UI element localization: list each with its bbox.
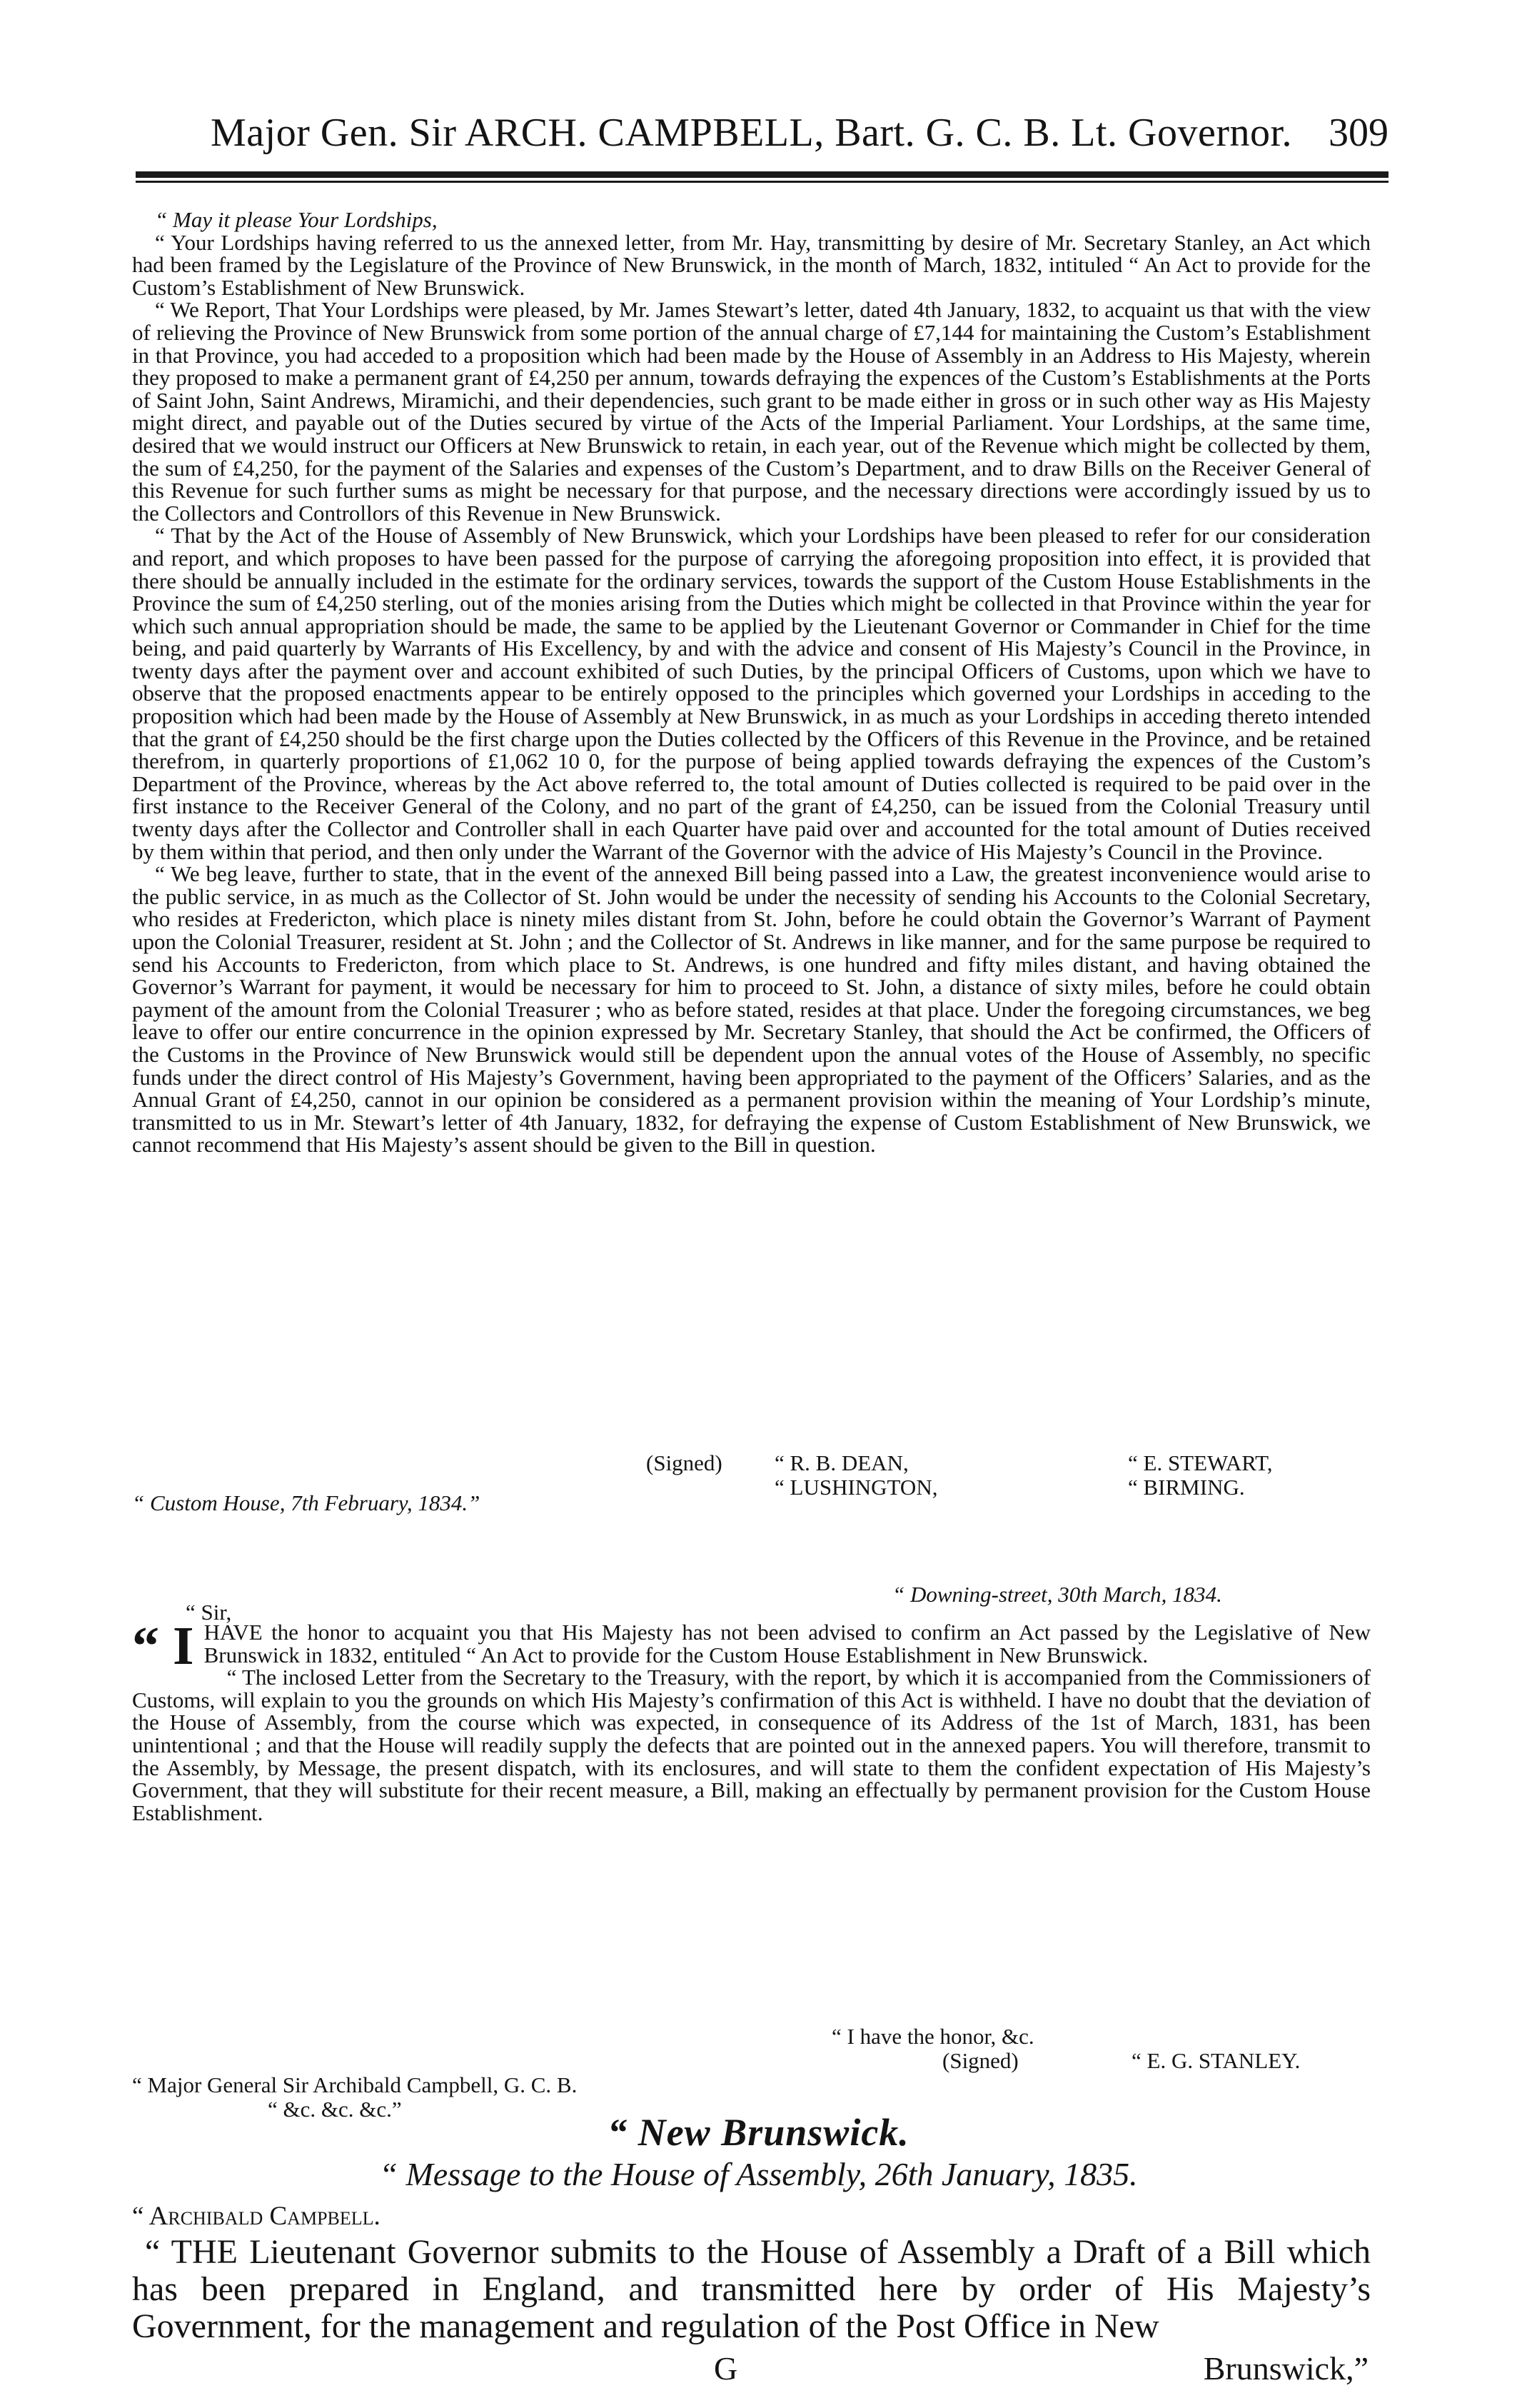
letter-paragraph xyxy=(132,1616,1371,1676)
report-paragraph: “ We Report, That Your Lordships were pleased, by Mr. James Stewart’s letter, dated 4th January, 1832, to acquaint us that with the view of relieving the Province of New Brunswick from some portion of the annual charge of £7,144 for maintaining the Custom’s Establishment in that Province, you had acceded to a proposition which had been made by the House of Assembly in an Address to His Majesty, wherein they proposed to make a permanent grant of £4,250 per annum, towards defraying the expences of the Custom’s Establishments at the Ports of Saint John, Saint Andrews, Miramichi, and their dependencies, such grant to be made either in gross or in such other way as His Majesty might direct, and payable out of the Duties secured by virtue of the Acts of the Imperial Parliament. Your Lordships, at the same time, desired that we would instruct our Officers at New Brunswick to retain, in each year, out of the Revenue which might be collected by them, the sum of £4,250, for the payment of the Salaries and expenses of the Custom’s Department, and to draw Bills on the Receiver General of this Revenue for such further sums as might be necessary for that purpose, and the necessary directions were accordingly issued by us to the Collectors and Controllors of this Revenue in New Brunswick. xyxy=(132,297,1371,526)
signed-label: (Signed) xyxy=(646,1450,722,1475)
message-title: “ Message to the House of Assembly, 26th January, 1835. xyxy=(379,2156,1138,2192)
letter-date: “ Downing-street, 30th March, 1834. xyxy=(892,1582,1222,1607)
printer-signature-mark: G xyxy=(714,2350,738,2387)
signed-label: (Signed) xyxy=(942,2048,1019,2073)
drop-cap: “ I xyxy=(132,1616,194,1676)
signatories-left xyxy=(775,1451,937,1500)
report-paragraph: “ That by the Act of the House of Assembly of New Brunswick, which your Lordships have been pleased to refer for our consideration and report, and which proposes to have been passed for the purpose of carrying the aforegoing proposition into effect, it is provided that there should be annually included in the estimate for the ordinary services, towards the support of the Custom House Establishments in the Province the sum of £4,250 sterling, out of the monies arising from the Duties which might be collected in that Province within the year for which such annual appropriation should be made, the same to be applied by the Lieutenant Governor or Commander in Chief for the time being, and paid quarterly by Warrants of His Excellency, by and with the advice and consent of His Majesty’s Council in the Province, in twenty days after the payment over and account exhibited of such Duties, by the principal Officers of Customs, upon which we have to observe that the proposed enactments appear to be entirely opposed to the principles which governed your Lordships in acceding to the proposition which had been made by the House of Assembly at New Brunswick, in as much as your Lordships in acceding thereto intended that the grant of £4,250 should be the first charge upon the Duties collected by the Officers of this Revenue in the Province, and be retained therefrom, in quarterly proportions of £1,062 10 0, for the purpose of being applied towards defraying the expences of the Custom’s Department of the Province, whereas by the Act above referred to, the total amount of Duties collected is required to be paid over in the first instance to the Receiver General of the Colony, and no part of the grant of £4,250, can be issued from the Colonial Treasury until twenty days after the Collector and Controller shall in each Quarter have paid over and accounted for the total amount of Duties received by them within that period, and then only under the Warrant of the Governor with the advice of His Majesty’s Council in the Province. xyxy=(132,523,1371,864)
letter-signature xyxy=(132,2024,1371,2122)
signatory: “ LUSHINGTON, xyxy=(775,1475,938,1500)
running-title: Major Gen. Sir ARCH. CAMPBELL, Bart. G. C. B. Lt. Governor. xyxy=(211,111,1293,155)
message-attribution: “ Archibald Campbell. xyxy=(132,2202,380,2231)
report-signatures xyxy=(132,1451,1371,1530)
message-body xyxy=(132,2234,1371,2345)
report-place-date: “ Custom House, 7th February, 1834.” xyxy=(132,1490,480,1515)
customs-report xyxy=(132,209,1371,1156)
signatory: “ BIRMING. xyxy=(1128,1475,1245,1500)
section-heading: “ New Brunswick. xyxy=(608,2111,909,2154)
signatory: “ R. B. DEAN, xyxy=(775,1450,909,1475)
letter-signatory: “ E. G. STANLEY. xyxy=(1132,2048,1301,2073)
page-number: 309 xyxy=(1329,111,1389,155)
letter-paragraph: “ The inclosed Letter from the Secretary to the Treasury, with the report, by which it is accompanied from the Commissioners of Customs, will explain to you the grounds on which His Majesty’s confirmation of this Act is withheld. I have no doubt that the deviation of the House of Assembly, from the course which was expected, in consequence of its Address of the 1st of March, 1831, has been unintentional ; and that the House will readily supply the defects that are pointed out in the annexed papers. You will therefore, transmit to the Assembly, by Message, the present dispatch, with its enclosures, and will state to them the confident expectation of His Majesty’s Government, that they will substitute for their recent measure, a Bill, making an effectually by permanent provision for the Custom House Establishment. xyxy=(132,1665,1371,1825)
report-paragraph: “ We beg leave, further to state, that in the event of the annexed Bill being passed into a Law, the greatest inconvenience would arise to the public service, in as much as the Collector of St. John would be under the necessity of sending his Accounts to the Colonial Secretary, who resides at Fredericton, which place is ninety miles distant from St. John, before he could obtain the Governor’s Warrant of Payment upon the Colonial Treasurer, resident at St. John ; and the Collector of St. Andrews in like manner, and for the same purpose be required to send his Accounts to Fredericton, from which place to St. Andrews, is one hundred and fifty miles distant, and having obtained the Governor’s Warrant for payment, it would be necessary for him to proceed to St. John, a distance of sixty miles, before he could obtain payment of the amount from the Colonial Treasurer ; who as before stated, resides at that place. Under the foregoing circumstances, we beg leave to offer our entire concurrence in the opinion expressed by Mr. Secretary Stanley, that should the Act be confirmed, the Officers of the Customs in the Province of New Brunswick would still be dependent upon the annual votes of the House of Assembly, no specific funds under the direct control of His Majesty’s Government, having been appropriated to the payment of the Officers’ Salaries, and as the Annual Grant of £4,250, cannot in our opinion be considered as a permanent provision within the meaning of Your Lordship’s minute, transmitted to us in Mr. Stewart’s letter of 4th January, 1832, for defraying the expense of Custom Establishment of New Brunswick, we cannot recommend that His Majesty’s assent should be given to the Bill in question. xyxy=(132,861,1371,1158)
catchword: Brunswick,” xyxy=(1203,2350,1369,2387)
signatory: “ E. STEWART, xyxy=(1128,1450,1273,1475)
message-paragraph: “ THE Lieutenant Governor submits to the House of Assembly a Draft of a Bill which has been prepared in England, and transmitted here by order of His Majesty’s Government, for the management and regulation of the Post Office in New xyxy=(132,2233,1371,2345)
page-header xyxy=(132,107,1389,164)
header-rule-thick xyxy=(136,171,1389,178)
stanley-letter xyxy=(132,1616,1371,1825)
letter-etc: “ &c. &c. &c.” xyxy=(268,2097,402,2122)
letter-closing: “ I have the honor, &c. xyxy=(832,2024,1034,2049)
letter-salutation: “ Sir, xyxy=(186,1600,232,1625)
report-salutation: “ May it please Your Lordships, xyxy=(155,207,438,232)
letter-addressee: “ Major General Sir Archibald Campbell, G. C. B. xyxy=(132,2072,578,2097)
header-rule-thin xyxy=(136,181,1389,183)
report-paragraph: “ Your Lordships having referred to us the annexed letter, from Mr. Hay, transmitting by desire of Mr. Secretary Stanley, an Act which had been framed by the Legislature of the Province of New Brunswick, in the month of March, 1832, intituled “ An Act to provide for the Custom’s Establishment of New Brunswick. xyxy=(132,229,1371,300)
letter-paragraph-text: HAVE the honor to acquaint you that His Majesty has not been advised to confirm an Act passed by the Legislative of New Brunswick in 1832, entituled “ An Act to provide for the Custom House Establishment in New Brunswick. xyxy=(203,1620,1371,1667)
signatories-right xyxy=(1128,1451,1272,1500)
